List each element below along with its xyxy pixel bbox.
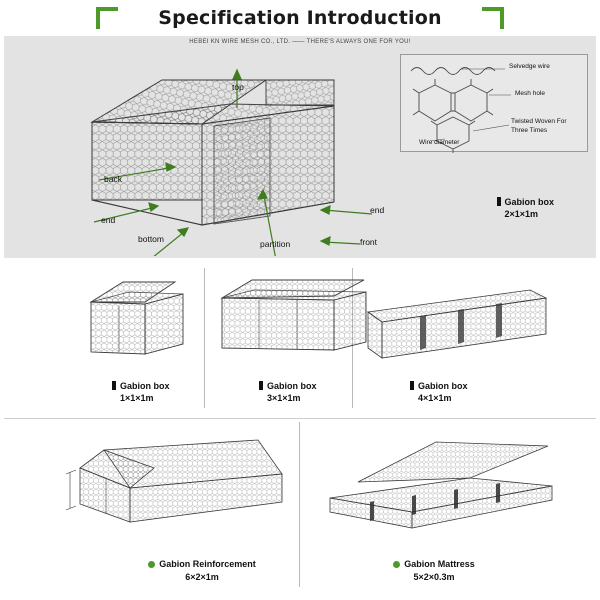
green-dot-bullet-icon — [148, 561, 155, 568]
divider-row3-top — [4, 418, 596, 419]
gabion-mattress-illustration — [316, 436, 566, 556]
gabion-box-3x1x1-illustration — [214, 272, 374, 372]
gabion-box-4x1x1-illustration — [362, 278, 552, 378]
detail-label-twisted-woven-2: Three Times — [511, 127, 548, 134]
main-diagram-panel — [4, 36, 596, 258]
label-end-right: end — [370, 205, 385, 215]
row2-size-1: 3×1×1m — [267, 393, 301, 404]
row3-panel — [4, 418, 596, 596]
gabion-reinforcement-illustration — [44, 432, 294, 552]
detail-label-wire-diameter: Wire diameter — [419, 139, 460, 146]
label-top: top — [232, 82, 244, 92]
divider-row2-1 — [204, 268, 205, 408]
company-subtitle: HEBEI KN WIRE MESH CO., LTD. —— THERE'S ALWAYS ONE FOR YOU! — [189, 39, 411, 45]
detail-label-mesh-hole: Mesh hole — [515, 90, 545, 97]
page-header — [0, 0, 600, 36]
green-dot-bullet-icon — [393, 561, 400, 568]
corner-bracket-left-icon — [96, 7, 118, 29]
square-bullet-icon — [497, 197, 501, 206]
row2-caption-0 — [112, 380, 170, 404]
label-partition: partition — [260, 239, 291, 249]
row3-title-1: Gabion Mattress — [404, 559, 475, 569]
row3-caption-1 — [334, 558, 534, 583]
main-caption-title: Gabion box — [504, 197, 554, 207]
callout-arrows — [24, 46, 424, 256]
detail-label-twisted-woven: Twisted Woven For — [511, 118, 567, 125]
main-caption — [497, 196, 555, 220]
main-caption-size: 2×1×1m — [504, 209, 539, 220]
row2-caption-2 — [410, 380, 468, 404]
label-front: front — [360, 237, 378, 247]
row3-title-0: Gabion Reinforcement — [159, 559, 256, 569]
page-title: Specification Introduction — [158, 7, 442, 29]
row3-caption-0 — [102, 558, 302, 583]
square-bullet-icon — [410, 381, 414, 390]
row2-title-1: Gabion box — [267, 381, 317, 391]
square-bullet-icon — [112, 381, 116, 390]
corner-bracket-right-icon — [482, 7, 504, 29]
row2-size-2: 4×1×1m — [418, 393, 452, 404]
gabion-box-1x1x1-illustration — [79, 272, 199, 372]
row3-size-0: 6×2×1m — [185, 571, 219, 582]
label-back: back — [104, 174, 122, 184]
row2-size-0: 1×1×1m — [120, 393, 154, 404]
row2-panel — [4, 262, 596, 414]
row2-title-2: Gabion box — [418, 381, 468, 391]
label-end-left: end — [101, 215, 116, 225]
row3-size-1: 5×2×0.3m — [413, 571, 455, 582]
row2-caption-1 — [259, 380, 317, 404]
label-bottom: bottom — [138, 234, 164, 244]
square-bullet-icon — [259, 381, 263, 390]
mesh-detail-box — [400, 54, 588, 152]
row2-title-0: Gabion box — [120, 381, 170, 391]
detail-label-selvedge-wire: Selvedge wire — [509, 63, 550, 70]
